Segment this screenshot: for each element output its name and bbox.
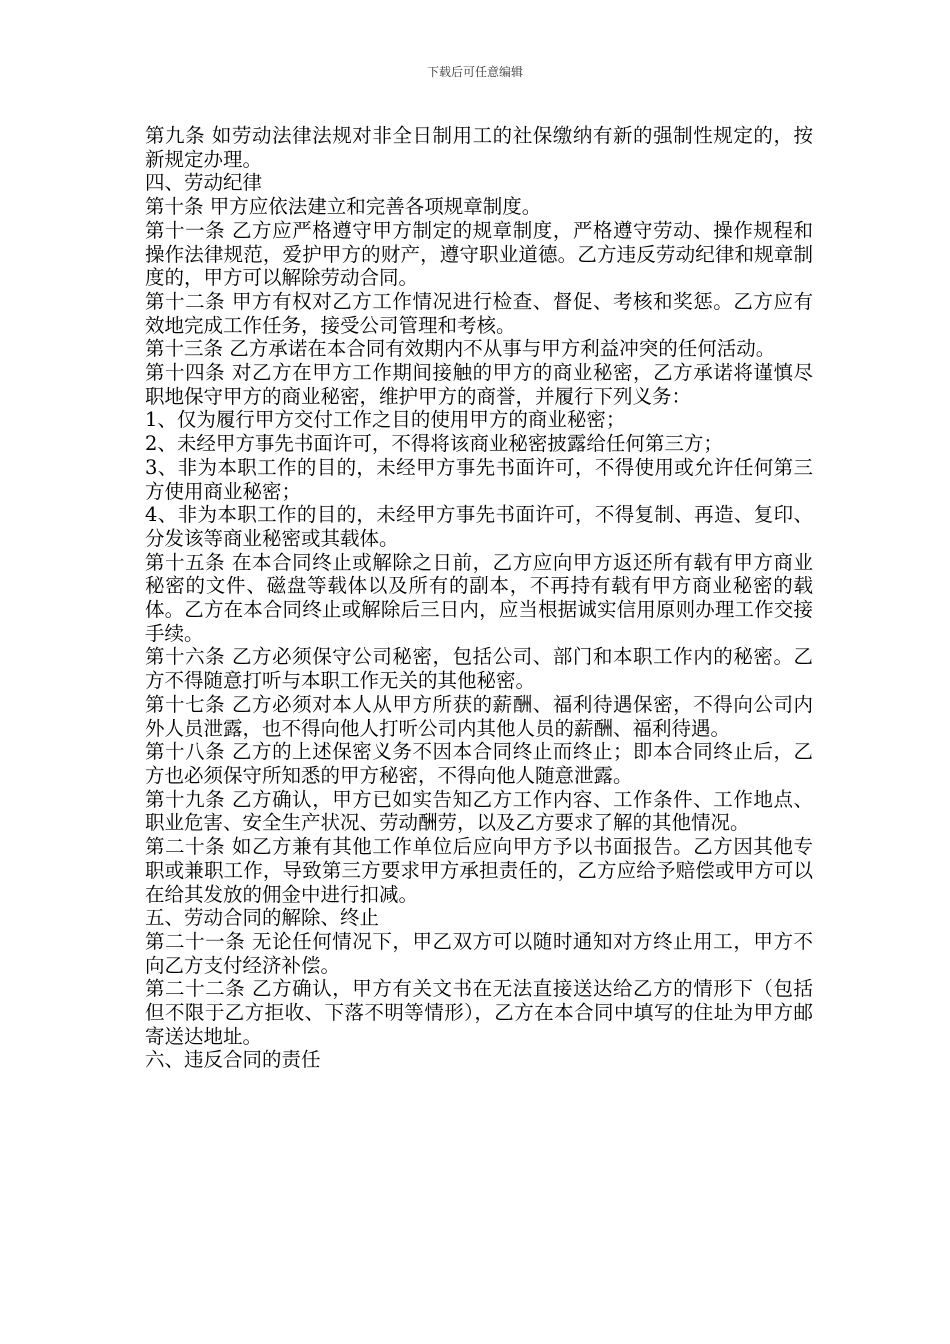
list-item-2: 2、未经甲方事先书面许可，不得将该商业秘密披露给任何第三方；: [145, 432, 723, 456]
paragraph-article-17: 第十七条 乙方必须对本人从甲方所获的薪酬、福利待遇保密，不得向公司内外人员泄露，也不得向他人打听公司内其他人员的薪酬、福利待遇。: [145, 692, 813, 740]
paragraph-article-11: 第十一条 乙方应严格遵守甲方制定的规章制度，严格遵守劳动、操作规程和操作法律规范，爱护甲方的财产，遵守职业道德。乙方违反劳动纪律和规章制度的，甲方可以解除劳动合同。: [145, 218, 813, 290]
paragraph-article-16: 第十六条 乙方必须保守公司秘密，包括公司、部门和本职工作内的秘密。乙方不得随意打听与本职工作无关的其他秘密。: [145, 645, 813, 693]
page-header-note: 下载后可任意编辑: [426, 65, 523, 79]
paragraph-article-13: 第十三条 乙方承诺在本合同有效期内不从事与甲方利益冲突的任何活动。: [145, 337, 776, 361]
section-heading-liability: 六、违反合同的责任: [145, 1048, 321, 1072]
section-heading-termination: 五、劳动合同的解除、终止: [145, 906, 380, 930]
section-heading-labor-discipline: 四、劳动纪律: [145, 171, 263, 195]
paragraph-article-9: 第九条 如劳动法律法规对非全日制用工的社保缴纳有新的强制性规定的，按新规定办理。: [145, 124, 813, 171]
paragraph-article-22: 第二十二条 乙方确认，甲方有关文书在无法直接送达给乙方的情形下（包括但不限于乙方拒收、下落不明等情形），乙方在本合同中填写的住址为甲方邮寄送达地址。: [145, 977, 813, 1048]
paragraph-article-19: 第十九条 乙方确认，甲方已如实告知乙方工作内容、工作条件、工作地点、职业危害、安全生产状况、劳动酬劳，以及乙方要求了解的其他情况。: [145, 787, 813, 835]
paragraph-article-12: 第十二条 甲方有权对乙方工作情况进行检查、督促、考核和奖惩。乙方应有效地完成工作任务，接受公司管理和考核。: [145, 289, 813, 337]
paragraph-article-20: 第二十条 如乙方兼有其他工作单位后应向甲方予以书面报告。乙方因其他专职或兼职工作，导致第三方要求甲方承担责任的，乙方应给予赔偿或甲方可以在给其发放的佣金中进行扣减。: [145, 835, 813, 906]
paragraph-article-18: 第十八条 乙方的上述保密义务不因本合同终止而终止；即本合同终止后，乙方也必须保守所知悉的甲方秘密，不得向他人随意泄露。: [145, 740, 813, 787]
paragraph-article-14: 第十四条 对乙方在甲方工作期间接触的甲方的商业秘密，乙方承诺将谨慎尽职地保守甲方的商业秘密，维护甲方的商誉，并履行下列义务：: [145, 361, 813, 408]
list-item-1: 1、仅为履行甲方交付工作之目的使用甲方的商业秘密；: [145, 408, 626, 432]
document-body: [145, 124, 813, 1072]
list-item-4: 4、非为本职工作的目的，未经甲方事先书面许可，不得复制、再造、复印、分发该等商业秘密或其载体。: [145, 503, 813, 550]
list-item-3: 3、非为本职工作的目的，未经甲方事先书面许可，不得使用或允许任何第三方使用商业秘密；: [145, 455, 813, 503]
paragraph-article-21: 第二十一条 无论任何情况下，甲乙双方可以随时通知对方终止用工，甲方不向乙方支付经济补偿。: [145, 929, 813, 977]
paragraph-article-10: 第十条 甲方应依法建立和完善各项规章制度。: [145, 195, 542, 219]
paragraph-article-15: 第十五条 在本合同终止或解除之日前，乙方应向甲方返还所有载有甲方商业秘密的文件、磁盘等载体以及所有的副本，不再持有载有甲方商业秘密的载体。乙方在本合同终止或解除后三日内，应当根据诚实信用原则办理工作交接手续。: [145, 550, 813, 645]
